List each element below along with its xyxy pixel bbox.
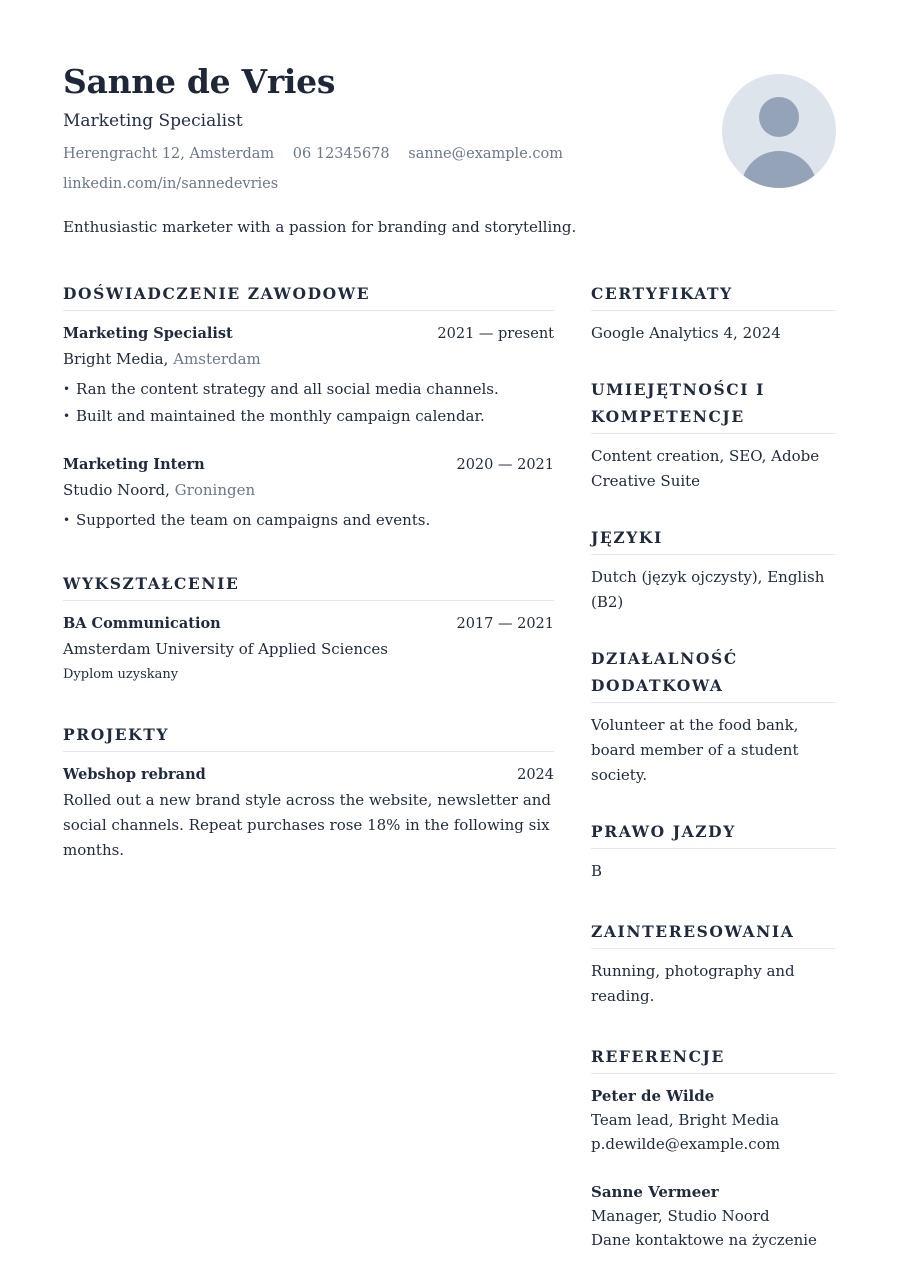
job-bullet: • Ran the content strategy and all social media channels.	[63, 376, 554, 403]
main-column	[63, 280, 554, 863]
bullet-icon: •	[63, 513, 71, 527]
reference-contact: Dane kontaktowe na życzenie	[591, 1231, 817, 1249]
license-text: B	[591, 862, 603, 880]
languages-heading: JĘZYKI	[591, 524, 836, 555]
profile-summary: Enthusiastic marketer with a passion for branding and storytelling.	[63, 218, 577, 236]
education-note: Dyplom uzyskany	[63, 667, 179, 682]
references-heading: REFERENCJE	[591, 1043, 836, 1074]
linkedin-link[interactable]: linkedin.com/in/sannedevries	[63, 176, 279, 192]
job-title: Marketing Intern	[63, 456, 205, 473]
job-entry	[63, 452, 554, 534]
interests-text: Running, photography and reading.	[591, 962, 795, 1005]
company-name: Bright Media,	[63, 350, 169, 368]
job-dates: 2021 — present	[437, 326, 554, 342]
projects-section	[63, 721, 554, 863]
activities-text: Volunteer at the food bank, board member of a student society.	[591, 716, 799, 784]
job-company	[63, 347, 554, 372]
education-heading: WYKSZTAŁCENIE	[63, 570, 554, 601]
project-title: Webshop rebrand	[63, 766, 206, 783]
bullet-icon: •	[63, 409, 71, 423]
languages-text: Dutch (język ojczysty), English (B2)	[591, 568, 825, 611]
contact-line	[63, 146, 577, 162]
job-company	[63, 478, 554, 503]
skills-text: Content creation, SEO, Adobe Creative Suite	[591, 447, 820, 490]
phone-text: 06 12345678	[292, 146, 390, 162]
project-description: Rolled out a new brand style across the website, newsletter and social channels. Repeat purchases rose 18% in the following six months.	[63, 791, 552, 859]
job-title: Marketing Specialist	[63, 325, 233, 342]
experience-heading: DOŚWIADCZENIE ZAWODOWE	[63, 280, 554, 311]
activities-heading: DZIAŁALNOŚĆ DODATKOWA	[591, 645, 836, 703]
experience-section	[63, 280, 554, 534]
license-heading: PRAWO JAZDY	[591, 818, 836, 849]
languages-section	[591, 524, 836, 615]
address-text: Herengracht 12, Amsterdam	[63, 146, 275, 162]
certificates-text: Google Analytics 4, 2024	[591, 324, 781, 342]
candidate-role: Marketing Specialist	[63, 111, 243, 131]
school-name: Amsterdam University of Applied Sciences	[63, 640, 388, 658]
reference-entry	[591, 1084, 836, 1156]
avatar-body-shape	[741, 151, 817, 188]
job-bullets	[63, 376, 554, 430]
company-name: Studio Noord,	[63, 481, 170, 499]
projects-heading: PROJEKTY	[63, 721, 554, 752]
interests-section	[591, 918, 836, 1009]
activities-section	[591, 645, 836, 788]
job-bullets	[63, 507, 554, 534]
job-dates: 2020 — 2021	[456, 457, 554, 473]
skills-heading: UMIEJĘTNOŚCI I KOMPETENCJE	[591, 376, 836, 434]
degree-title: BA Communication	[63, 615, 221, 632]
license-section	[591, 818, 836, 884]
job-bullet: • Built and maintained the monthly campaign calendar.	[63, 403, 554, 430]
job-entry	[63, 321, 554, 430]
certificates-heading: CERTYFIKATY	[591, 280, 836, 311]
reference-contact[interactable]: p.dewilde@example.com	[591, 1135, 780, 1153]
project-year: 2024	[517, 767, 554, 783]
interests-heading: ZAINTERESOWANIA	[591, 918, 836, 949]
education-section	[63, 570, 554, 687]
reference-position: Manager, Studio Noord	[591, 1207, 770, 1225]
reference-name: Sanne Vermeer	[591, 1183, 719, 1201]
candidate-name: Sanne de Vries	[63, 62, 336, 101]
sidebar-column	[591, 280, 836, 1252]
bullet-icon: •	[63, 382, 71, 396]
reference-entry	[591, 1180, 836, 1252]
education-dates: 2017 — 2021	[456, 616, 554, 632]
avatar	[722, 74, 836, 188]
company-city: Groningen	[174, 481, 256, 499]
references-section	[591, 1043, 836, 1252]
job-bullet: • Supported the team on campaigns and events.	[63, 507, 554, 534]
skills-section	[591, 376, 836, 494]
avatar-head-shape	[759, 97, 799, 137]
reference-position: Team lead, Bright Media	[591, 1111, 780, 1129]
reference-name: Peter de Wilde	[591, 1087, 715, 1105]
email-link[interactable]: sanne@example.com	[408, 146, 563, 162]
certificates-section	[591, 280, 836, 346]
company-city: Amsterdam	[173, 350, 261, 368]
